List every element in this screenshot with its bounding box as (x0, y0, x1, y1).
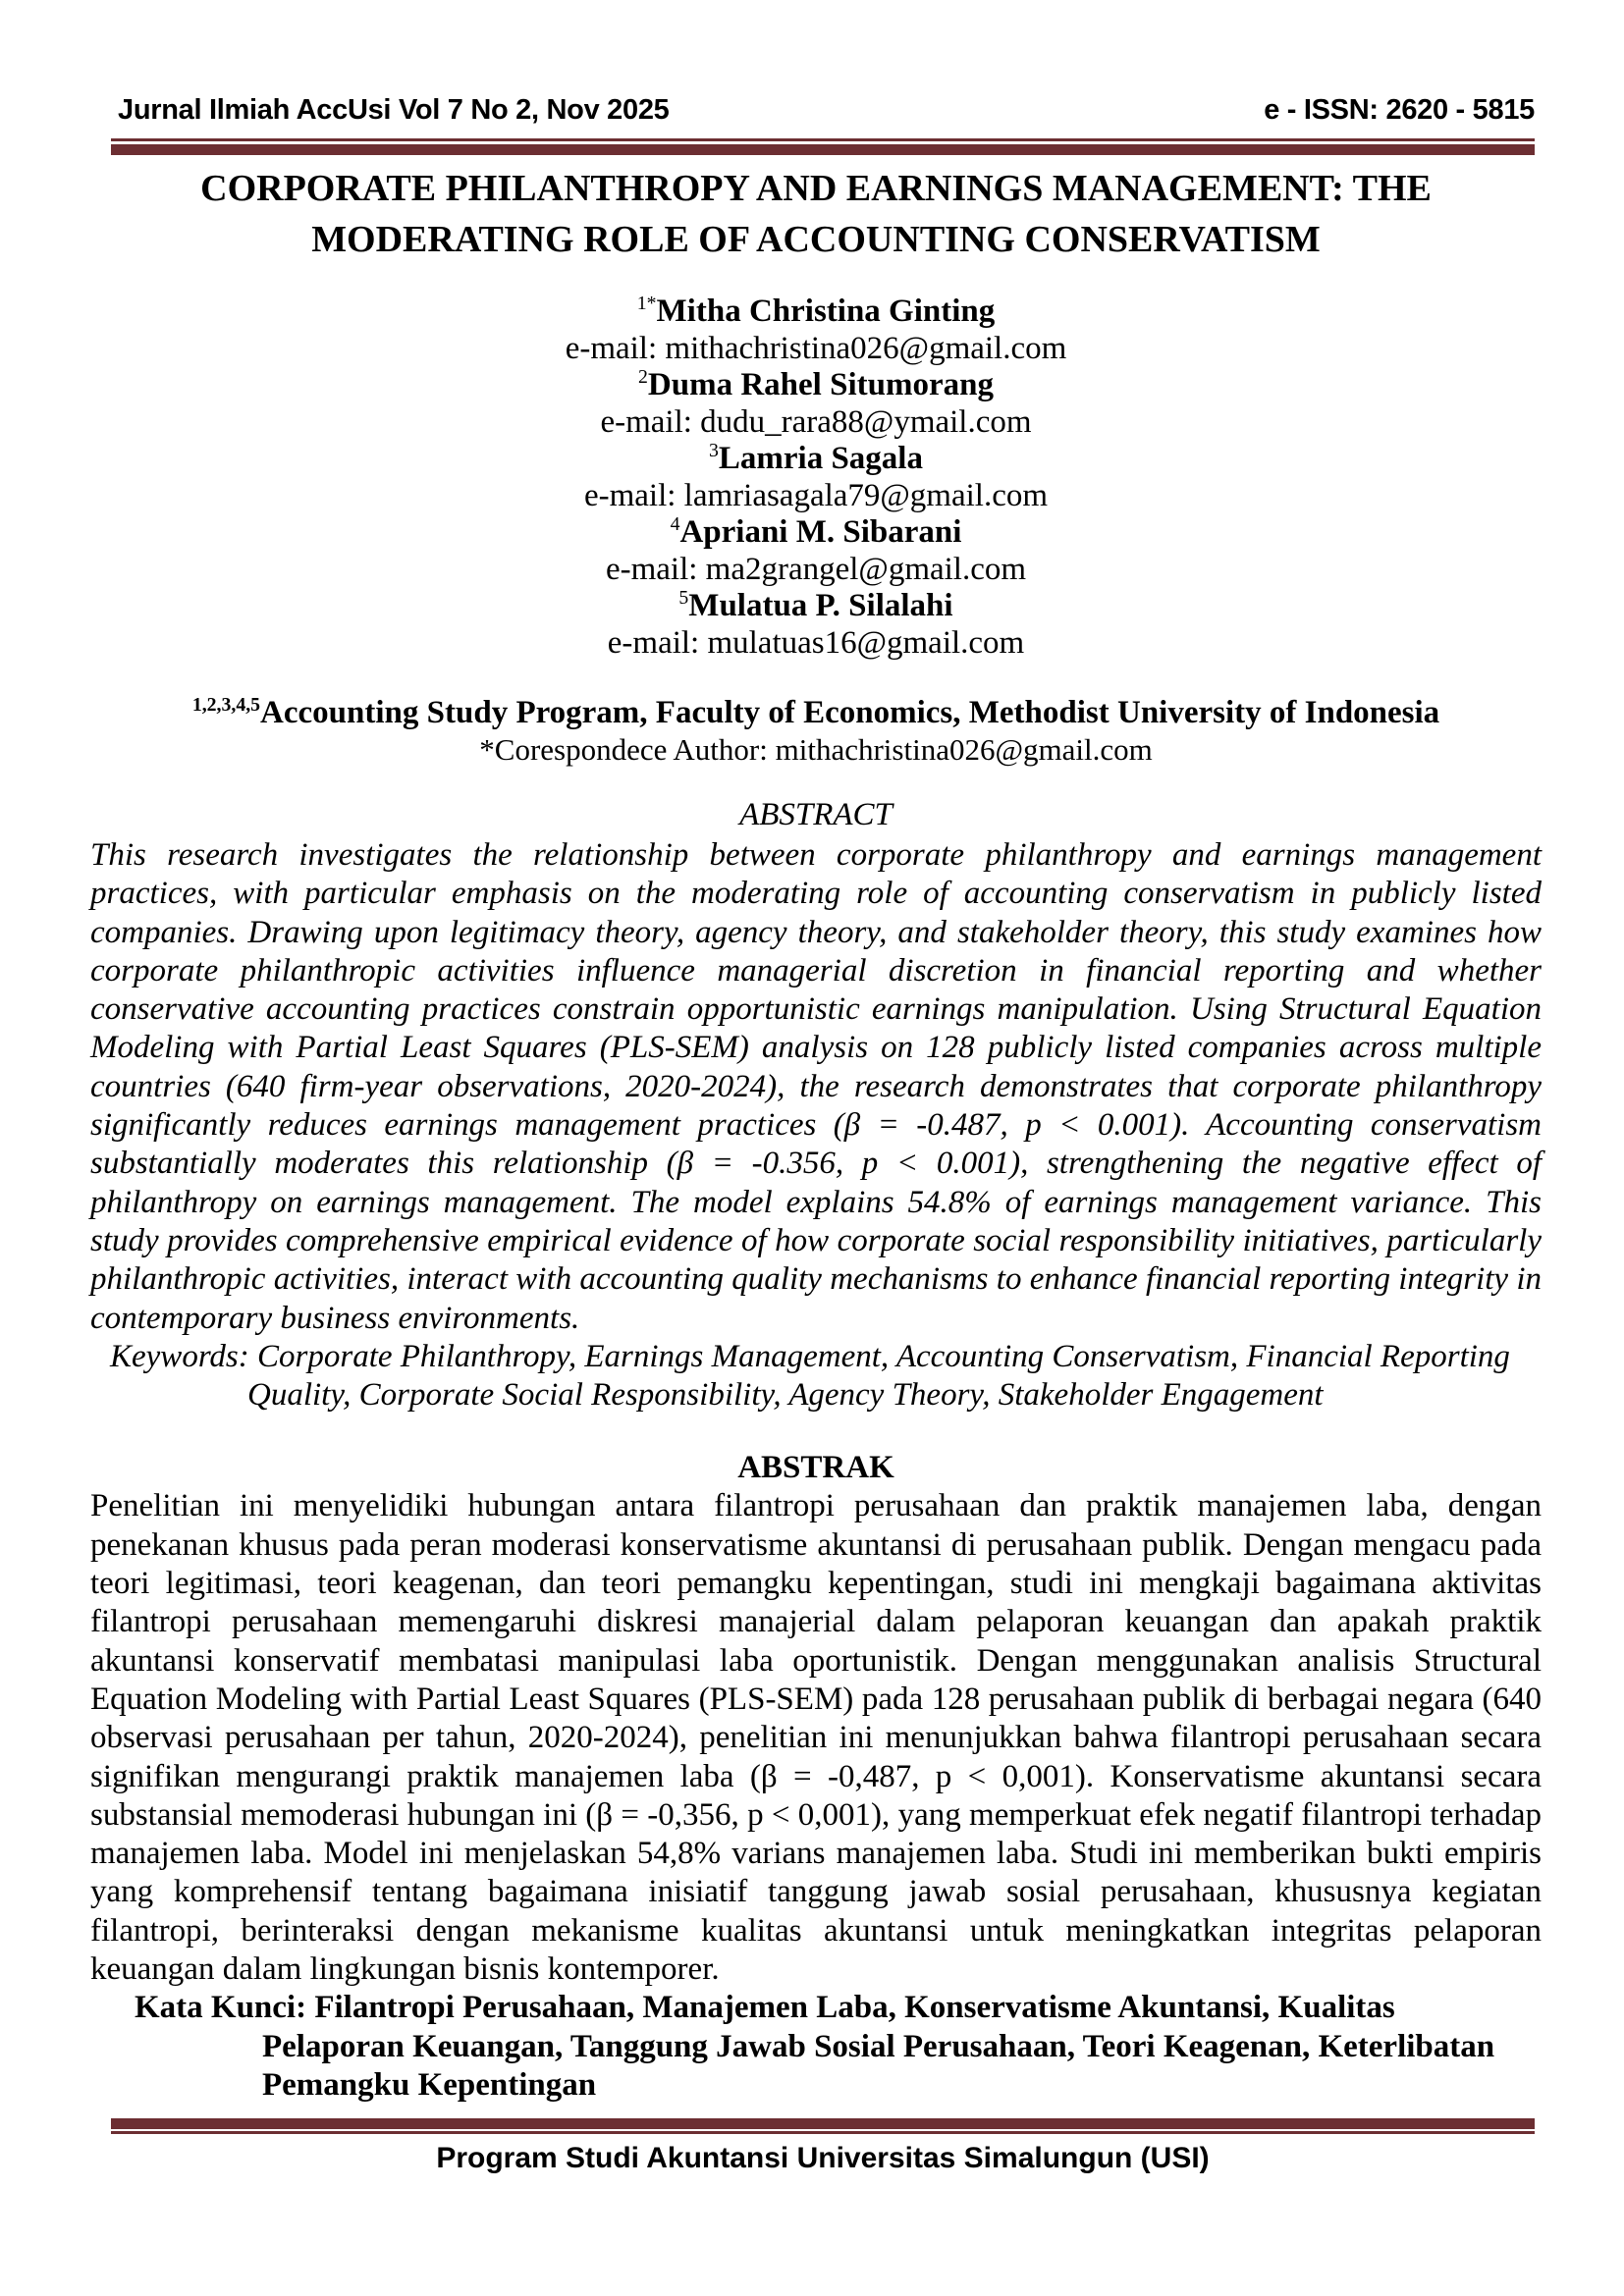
author-name: $^2$Duma Rahel Situmorang (638, 366, 994, 402)
affiliation: $^{1,2,3,4,5}$Accounting Study Program, Faculty of Economics, Methodist University of Indonesia (191, 694, 1440, 730)
correspondence-author: *Corespondece Author: mithachristina026@gmail.com (479, 732, 1153, 767)
header-rule-thick-bar (111, 144, 1535, 155)
author-name: $^3$Lamria Sagala (709, 440, 923, 476)
running-header (118, 95, 1535, 126)
authors-block (90, 294, 1542, 662)
author-superscript: 1* (636, 293, 657, 314)
author-email: e-mail: mulatuas16@gmail.com (607, 624, 1025, 661)
abstrak-body: Penelitian ini menyelidiki hubungan antara filantropi perusahaan dan praktik manajemen laba, dengan penekanan khusus pada peran moderasi konservatisme akuntansi di perusahaan publik. Dengan mengacu pada teori legitimasi, teori keagenan, dan teori pemangku kepentingan, studi ini mengkaji bagaimana aktivitas filantropi perusahaan memengaruhi diskresi manajerial dalam pelaporan keuangan dan apakah praktik akuntansi konservatif membatasi manipulasi laba oportunistik. Dengan menggunakan analisis Structural Equation Modeling with Partial Least Squares (PLS-SEM) pada 128 perusahaan publik di berbagai negara (640 observasi perusahaan per tahun, 2020-2024), penelitian ini menunjukkan bahwa filantropi perusahaan secara signifikan mengurangi praktik manajemen laba (β = -0,487, p < 0,001). Konservatisme akuntansi secara substansial memoderasi hubungan ini (β = -0,356, p < 0,001), yang memperkuat efek negatif filantropi terhadap manajemen laba. Model ini menjelaskan 54,8% varians manajemen laba. Studi ini memberikan bukti empiris yang komprehensif tentang bagaimana inisiatif tanggung jawab sosial perusahaan, khususnya kegiatan filantropi, berinteraksi dengan mekanisme kualitas akuntansi untuk meningkatkan integritas pelaporan keuangan dalam lingkungan bisnis kontemporer. (90, 1488, 1542, 1988)
author-superscript: 3 (709, 440, 719, 461)
page-content (90, 163, 1542, 2105)
author-superscript: 5 (678, 587, 689, 609)
footer-rule-thin-line (111, 2131, 1535, 2134)
issn-label: e - ISSN: 2620 - 5815 (1264, 94, 1535, 126)
author-name: $^5$Mulatua P. Silalahi (678, 587, 953, 623)
kata-kunci: Kata Kunci: Filantropi Perusahaan, Manajemen Laba, Konservatisme Akuntansi, Kualitas Pelaporan Keuangan, Tanggung Jawab Sosial Perusahaan, Teori Keagenan, Keterlibatan Pemangku Kepentingan (135, 1990, 1495, 2103)
affiliation-superscript: 1,2,3,4,5 (191, 694, 261, 716)
author-name: $^{1*}$Mitha Christina Ginting (636, 293, 996, 329)
author-email: e-mail: dudu_rara88@ymail.com (600, 403, 1032, 440)
abstract-heading: ABSTRACT (739, 797, 893, 832)
abstract-body: This research investigates the relationship between corporate philanthropy and earnings management practices, with particular emphasis on the moderating role of accounting conservatism in publicly listed companies. Drawing upon legitimacy theory, agency theory, and stakeholder theory, this study examines how corporate philanthropic activities influence managerial discretion in financial reporting and whether conservative accounting practices constrain opportunistic earnings manipulation. Using Structural Equation Modeling with Partial Least Squares (PLS-SEM) analysis on 128 publicly listed companies across multiple countries (640 firm-year observations, 2020-2024), the research demonstrates that corporate philanthropy significantly reduces earnings management practices (β = -0.487, p < 0.001). Accounting conservatism substantially moderates this relationship (β = -0.356, p < 0.001), strengthening the negative effect of philanthropy on earnings management. The model explains 54.8% of earnings management variance. This study provides comprehensive empirical evidence of how corporate social responsibility initiatives, particularly philanthropic activities, interact with accounting quality mechanisms to enhance financial reporting integrity in contemporary business environments. (90, 837, 1542, 1336)
footer-text: Program Studi Akuntansi Universitas Simalungun (USI) (436, 2142, 1210, 2174)
author-superscript: 4 (670, 513, 680, 535)
author-name: $^4$Apriani M. Sibarani (670, 513, 962, 550)
author-email: e-mail: ma2grangel@gmail.com (605, 551, 1027, 587)
journal-name: Jurnal Ilmiah AccUsi Vol 7 No 2, Nov 2025 (118, 94, 670, 126)
author-email: e-mail: lamriasagala79@gmail.com (583, 477, 1049, 513)
running-footer (111, 2118, 1535, 2174)
abstrak-heading: ABSTRAK (737, 1450, 894, 1486)
author-superscript: 2 (638, 366, 648, 388)
author-email: e-mail: mithachristina026@gmail.com (565, 330, 1067, 366)
footer-rule-thick-bar (111, 2118, 1535, 2129)
paper-title: CORPORATE PHILANTHROPY AND EARNINGS MANAGEMENT: THE MODERATING ROLE OF ACCOUNTING CONSERVATISM (200, 168, 1432, 260)
keywords: Keywords: Corporate Philanthropy, Earnings Management, Accounting Conservatism, Financial Reporting Quality, Corporate Social Responsibility, Agency Theory, Stakeholder Engagement (110, 1338, 1510, 1414)
header-rule (111, 138, 1535, 155)
